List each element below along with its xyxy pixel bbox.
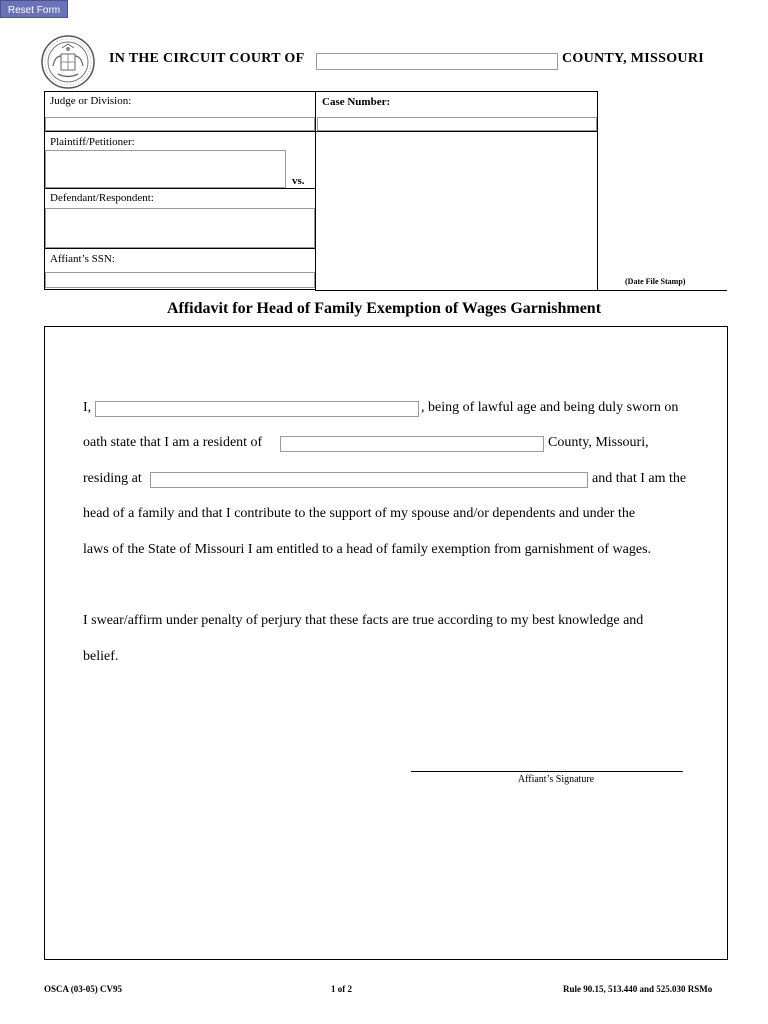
signature-label: Affiant’s Signature [517, 774, 595, 785]
resident-county-input[interactable] [280, 436, 544, 452]
footer-rule-ref: Rule 90.15, 513.440 and 525.030 RSMo [563, 984, 713, 994]
court-heading-suffix: COUNTY, MISSOURI [562, 51, 704, 66]
affidavit-line1-suffix: , being of lawful age and being duly sworn on [421, 400, 679, 415]
reset-form-button[interactable]: Reset Form [0, 0, 68, 18]
case-number-input[interactable] [317, 117, 597, 131]
signature-line [411, 771, 683, 772]
judge-division-input[interactable] [45, 117, 315, 131]
affidavit-line3-suffix: and that I am the [592, 471, 687, 486]
affidavit-line7: belief. [83, 649, 119, 664]
caption-bottom-rule [315, 290, 727, 291]
affidavit-body-box [44, 326, 728, 960]
plaintiff-input[interactable] [45, 150, 286, 188]
footer-page-info: 1 of 2 [331, 984, 352, 994]
ssn-label: Affiant’s SSN: [50, 253, 115, 265]
affidavit-line1-prefix: I, [83, 400, 92, 415]
form-title: Affidavit for Head of Family Exemption of Wages Garnishment [166, 300, 602, 317]
affidavit-line2-prefix: oath state that I am a resident of [83, 435, 263, 450]
date-file-stamp-label: (Date File Stamp) [625, 277, 686, 286]
county-input[interactable] [316, 53, 558, 70]
residence-address-input[interactable] [150, 472, 588, 488]
defendant-label: Defendant/Respondent: [50, 192, 154, 204]
ssn-input[interactable] [45, 272, 315, 288]
missouri-seal-icon [40, 34, 96, 90]
affidavit-line5: laws of the State of Missouri I am entitled to a head of family exemption from garnishment of wages. [83, 542, 652, 557]
affidavit-line2-suffix: County, Missouri, [548, 435, 649, 450]
footer-form-id: OSCA (03-05) CV95 [44, 984, 122, 994]
vs-label: vs. [292, 175, 305, 187]
affidavit-line4: head of a family and that I contribute to the support of my spouse and/or dependents and under the [83, 506, 636, 521]
defendant-input[interactable] [45, 208, 315, 248]
plaintiff-label: Plaintiff/Petitioner: [50, 136, 135, 148]
court-heading-prefix: IN THE CIRCUIT COURT OF [109, 51, 305, 66]
affiant-name-input[interactable] [95, 401, 419, 417]
affidavit-line6: I swear/affirm under penalty of perjury that these facts are true according to my best knowledge and [83, 613, 644, 628]
affidavit-line3-prefix: residing at [83, 471, 142, 486]
case-number-label: Case Number: [322, 96, 391, 108]
date-stamp-area [315, 131, 598, 290]
judge-division-label: Judge or Division: [50, 95, 132, 107]
